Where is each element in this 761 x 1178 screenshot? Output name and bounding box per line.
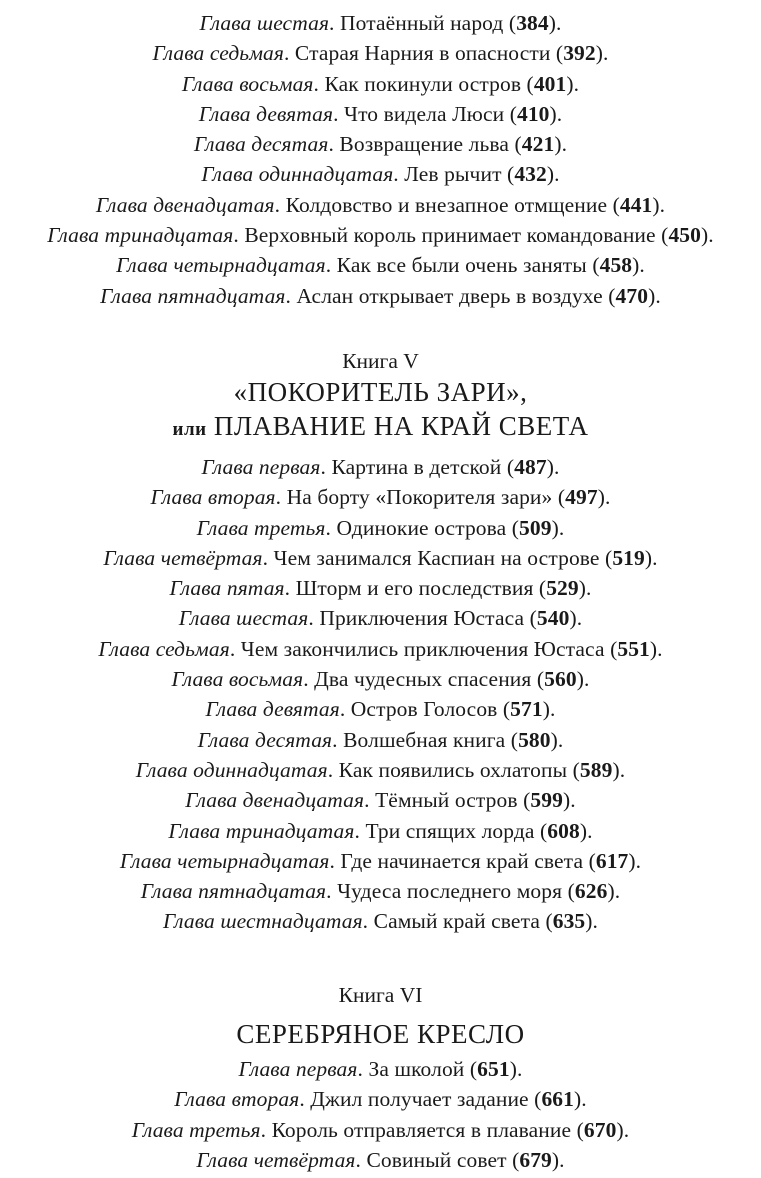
chapter-number: Глава девятая xyxy=(205,697,340,722)
chapter-number: Глава седьмая xyxy=(98,636,230,661)
page-number: 651 xyxy=(477,1057,510,1081)
chapter-title: Король отправляется в плавание xyxy=(271,1117,572,1142)
page-number: 580 xyxy=(518,727,551,752)
chapter-number: Глава первая xyxy=(201,455,321,479)
chapter-number: Глава вторая xyxy=(174,1087,300,1112)
page-number: 410 xyxy=(516,101,550,126)
chapter-title: Как все были очень заняты xyxy=(336,253,587,278)
chapter-number: Глава шестая xyxy=(178,606,309,631)
toc-entry: Глава девятая. Остров Голосов (571). xyxy=(205,697,556,722)
chapter-number: Глава двенадцатая xyxy=(185,788,365,813)
toc-section-book4-continued xyxy=(0,8,761,311)
chapter-number: Глава седьмая xyxy=(152,41,284,66)
chapter-number: Глава четырнадцатая xyxy=(116,253,326,278)
toc-entry: Глава пятая. Шторм и его последствия (529). xyxy=(169,576,592,601)
chapter-number: Глава восьмая xyxy=(171,667,304,692)
page-number: 608 xyxy=(547,818,580,843)
chapter-number: Глава восьмая xyxy=(181,71,314,96)
chapter-number: Глава пятнадцатая xyxy=(140,879,327,904)
toc-entry: Глава десятая. Волшебная книга (580). xyxy=(197,727,564,752)
chapter-title: Колдовство и внезапное отмщение xyxy=(285,192,608,217)
chapter-title: Возвращение льва xyxy=(339,132,510,157)
page-number: 401 xyxy=(533,71,567,96)
toc-entry: Глава пятнадцатая. Чудеса последнего моря (626). xyxy=(140,879,621,904)
page-number: 626 xyxy=(574,879,608,904)
chapter-title: Волшебная книга xyxy=(343,727,506,752)
book-title-line1: «ПОКОРИТЕЛЬ ЗАРИ», xyxy=(233,377,528,407)
book5-heading xyxy=(0,347,761,447)
chapter-title: За школой xyxy=(368,1057,465,1081)
toc-entry: Глава двенадцатая. Колдовство и внезапное отмщение (441). xyxy=(95,192,666,217)
page-number: 617 xyxy=(595,848,629,873)
chapter-number: Глава десятая xyxy=(193,132,329,157)
chapter-number: Глава шестая xyxy=(199,11,330,35)
page-number: 421 xyxy=(521,132,555,157)
book-title-line2 xyxy=(0,409,761,447)
toc-entry: Глава шестая. Приключения Юстаса (540). xyxy=(178,606,583,631)
chapter-number: Глава двенадцатая xyxy=(95,192,275,217)
chapter-number: Глава пятнадцатая xyxy=(100,283,286,308)
book6-heading xyxy=(0,981,761,1051)
book-title-main: ПЛАВАНИЕ НА КРАЙ СВЕТА xyxy=(213,411,589,441)
page-number: 487 xyxy=(514,455,547,479)
toc-entry: Глава пятнадцатая. Аслан открывает дверь в воздухе (470). xyxy=(100,283,661,308)
toc-entry: Глава вторая. На борту «Покорителя зари» (497). xyxy=(150,485,611,510)
toc-entry: Глава четвёртая. Совиный совет (679). xyxy=(196,1147,565,1172)
chapter-title: Два чудесных спасения xyxy=(314,667,532,692)
toc-entry: Глава четырнадцатая. Как все были очень заняты (458). xyxy=(116,253,645,278)
page-number: 519 xyxy=(612,545,645,570)
chapter-title: Картина в детской xyxy=(331,455,502,479)
chapter-title: Как появились охлатопы xyxy=(338,757,568,782)
page-number: 571 xyxy=(510,697,543,722)
chapter-number: Глава пятая xyxy=(169,576,285,601)
chapter-number: Глава вторая xyxy=(150,485,276,510)
page-number: 589 xyxy=(579,757,613,782)
page-number: 551 xyxy=(617,636,650,661)
chapter-title: Одинокие острова xyxy=(336,515,507,540)
toc-entry: Глава седьмая. Чем закончились приключения Юстаса (551). xyxy=(98,636,663,661)
toc-entry: Глава одиннадцатая. Как появились охлатопы (589). xyxy=(135,757,626,782)
page-number: 432 xyxy=(514,162,547,187)
toc-entry: Глава вторая. Джил получает задание (661). xyxy=(174,1087,587,1112)
page-number: 441 xyxy=(619,192,653,217)
page-number: 529 xyxy=(546,576,579,601)
toc-entry: Глава девятая. Что видела Люси (410). xyxy=(198,101,563,126)
chapter-title: На борту «Покорителя зари» xyxy=(286,485,553,510)
chapter-number: Глава шестнадцатая xyxy=(162,909,363,934)
toc-entry: Глава первая. За школой (651). xyxy=(238,1057,523,1081)
toc-entry: Глава тринадцатая. Верховный король принимает командование (450). xyxy=(47,223,714,248)
page-number: 599 xyxy=(530,788,563,813)
page-number: 661 xyxy=(541,1087,575,1112)
chapter-number: Глава десятая xyxy=(197,727,333,752)
book-label: Книга VI xyxy=(338,983,423,1007)
chapter-number: Глава третья xyxy=(196,515,326,540)
page-number: 635 xyxy=(552,909,586,934)
toc-section-book6 xyxy=(0,1054,761,1175)
page-number: 670 xyxy=(583,1117,617,1142)
chapter-title: Совиный совет xyxy=(366,1147,507,1172)
chapter-number: Глава девятая xyxy=(198,101,334,126)
page-number: 470 xyxy=(615,283,649,308)
chapter-number: Глава одиннадцатая xyxy=(201,162,394,187)
chapter-title: Чудеса последнего моря xyxy=(337,879,563,904)
chapter-title: Аслан открывает дверь в воздухе xyxy=(296,283,603,308)
toc-entry: Глава первая. Картина в детской (487). xyxy=(201,455,560,479)
chapter-title: Приключения Юстаса xyxy=(319,606,525,631)
chapter-title: Чем закончились приключения Юстаса xyxy=(240,636,605,661)
chapter-title: Верховный король принимает командование xyxy=(244,223,656,248)
chapter-number: Глава четвёртая xyxy=(103,545,263,570)
toc-entry: Глава двенадцатая. Тёмный остров (599). xyxy=(185,788,576,813)
chapter-number: Глава четырнадцатая xyxy=(119,848,330,873)
page-number: 560 xyxy=(544,667,577,692)
chapter-title: Что видела Люси xyxy=(344,101,505,126)
chapter-number: Глава тринадцатая xyxy=(47,223,234,248)
chapter-title: Остров Голосов xyxy=(350,697,498,722)
toc-section-book5 xyxy=(0,452,761,937)
page-number: 392 xyxy=(563,41,596,66)
chapter-title: Лев рычит xyxy=(404,162,502,187)
book-label: Книга V xyxy=(342,349,419,373)
page-number: 458 xyxy=(599,253,633,278)
chapter-title: Три спящих лорда xyxy=(365,818,535,843)
toc-entry: Глава одиннадцатая. Лев рычит (432). xyxy=(201,162,560,187)
page-number: 384 xyxy=(516,11,549,35)
chapter-title: Где начинается край света xyxy=(340,848,584,873)
book-title: СЕРЕБРЯНОЕ КРЕСЛО xyxy=(236,1019,525,1049)
chapter-number: Глава четвёртая xyxy=(196,1147,356,1172)
page-number: 509 xyxy=(519,515,552,540)
toc-entry: Глава восьмая. Два чудесных спасения (560). xyxy=(171,667,590,692)
toc-entry: Глава шестнадцатая. Самый край света (635). xyxy=(162,909,599,934)
toc-entry: Глава шестая. Потаённый народ (384). xyxy=(199,11,562,35)
toc-entry: Глава третья. Одинокие острова (509). xyxy=(196,515,565,540)
chapter-title: Старая Нарния в опасности xyxy=(294,41,551,66)
book-title-or: или xyxy=(172,419,207,440)
page-number: 497 xyxy=(565,485,598,510)
toc-entry: Глава четырнадцатая. Где начинается край света (617). xyxy=(119,848,642,873)
chapter-title: Чем занимался Каспиан на острове xyxy=(273,545,600,570)
toc-entry: Глава третья. Король отправляется в плавание (670). xyxy=(131,1117,630,1142)
chapter-number: Глава третья xyxy=(131,1117,261,1142)
page-number: 679 xyxy=(519,1147,552,1172)
page-number: 540 xyxy=(536,606,570,631)
toc-entry: Глава седьмая. Старая Нарния в опасности (392). xyxy=(152,41,609,66)
chapter-title: Шторм и его последствия xyxy=(295,576,534,601)
toc-entry: Глава восьмая. Как покинули остров (401). xyxy=(181,71,580,96)
chapter-title: Самый край света xyxy=(373,909,540,934)
toc-entry: Глава десятая. Возвращение льва (421). xyxy=(193,132,568,157)
chapter-title: Джил получает задание xyxy=(310,1087,529,1112)
chapter-title: Как покинули остров xyxy=(324,71,522,96)
page-number: 450 xyxy=(668,223,701,248)
chapter-number: Глава одиннадцатая xyxy=(135,757,328,782)
toc-entry: Глава тринадцатая. Три спящих лорда (608). xyxy=(168,818,593,843)
chapter-number: Глава первая xyxy=(238,1057,358,1081)
toc-entry: Глава четвёртая. Чем занимался Каспиан на острове (519). xyxy=(103,545,658,570)
chapter-number: Глава тринадцатая xyxy=(168,818,355,843)
chapter-title: Тёмный остров xyxy=(375,788,518,813)
chapter-title: Потаённый народ xyxy=(340,11,504,35)
